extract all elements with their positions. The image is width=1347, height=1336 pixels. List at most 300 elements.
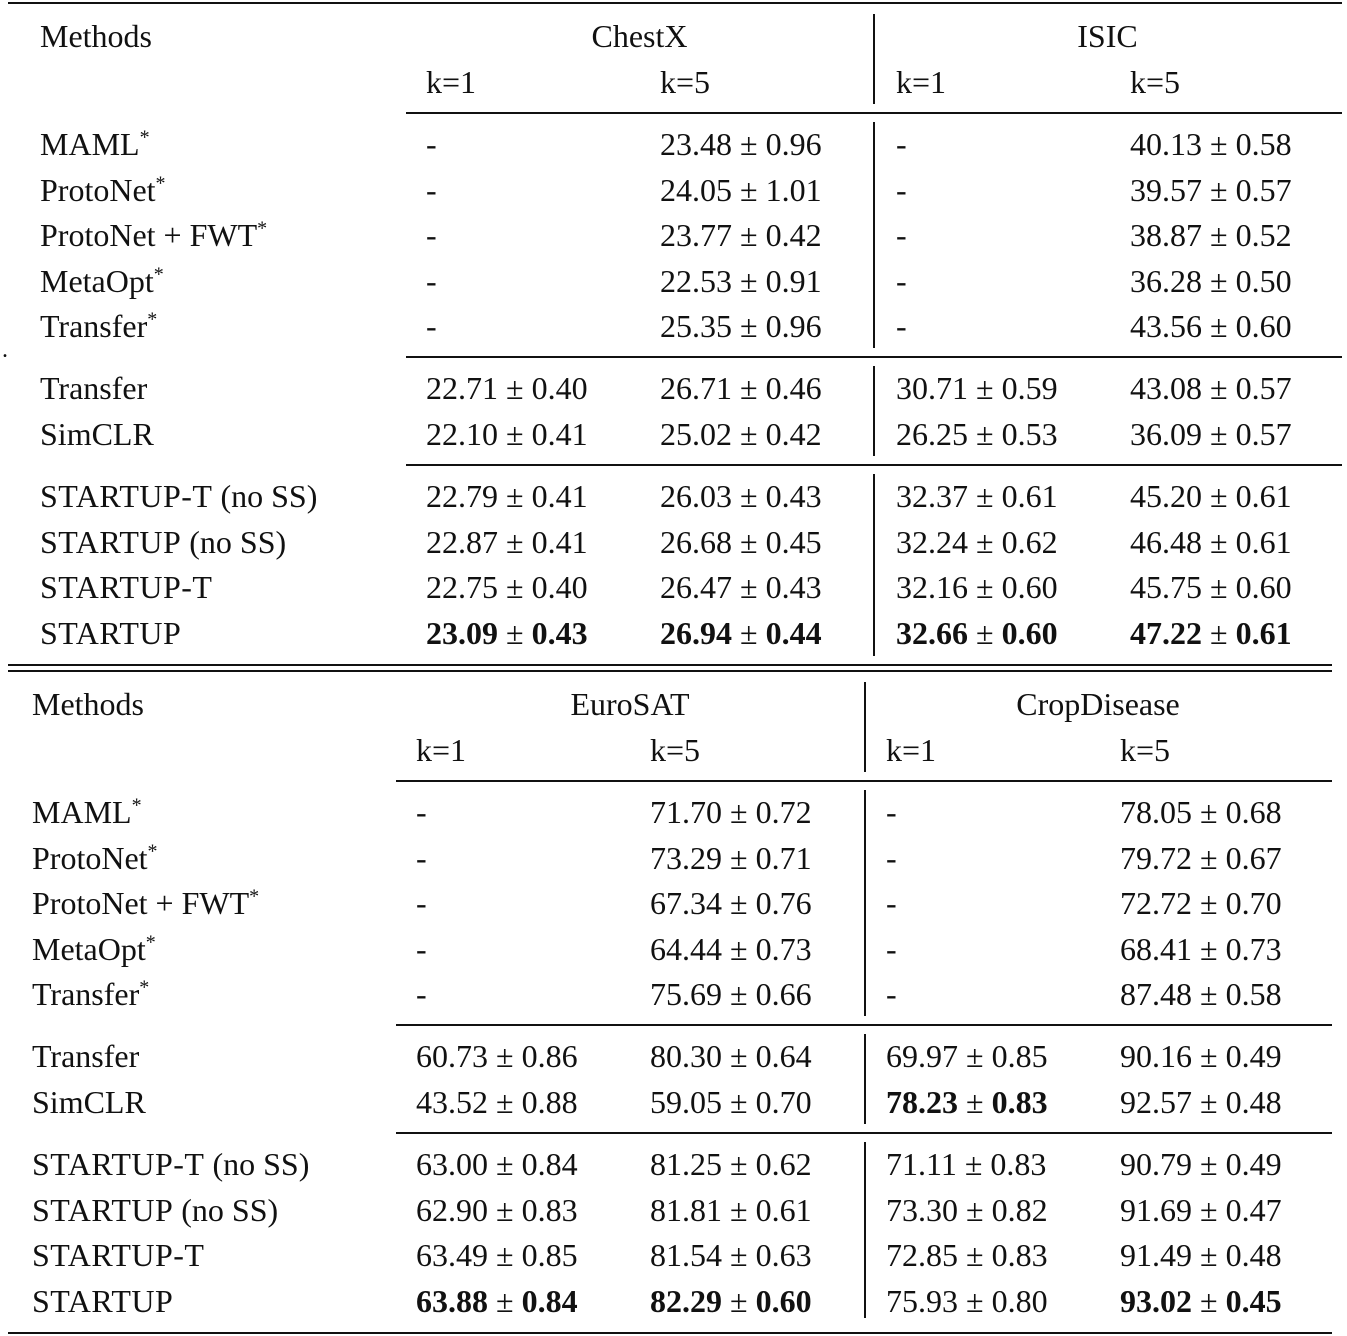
mean-value: 91.49 [1120,1237,1192,1274]
result-cell [1130,567,1292,607]
std-value: 1.01 [765,171,822,208]
std-value: 0.41 [531,478,588,514]
std-value: 0.84 [521,1282,578,1319]
double-rule-upper [8,664,1332,666]
stray-dot: . [2,337,8,363]
result-cell [1130,170,1292,210]
dataset-header: ChestX [591,18,688,54]
plus-minus: ± [488,1038,522,1074]
std-value: 0.68 [1225,794,1282,830]
plus-minus: ± [722,839,756,876]
std-value: 0.73 [1225,930,1282,967]
methods-header: Methods [40,18,152,54]
plus-minus: ± [1192,1146,1226,1182]
std-value: 0.57 [1235,415,1292,452]
result-cell [886,1235,1048,1275]
mean-value: 46.48 [1130,523,1202,560]
dataset-header: CropDisease [1016,686,1180,722]
mean-value: 79.72 [1120,839,1192,876]
mean-value: 23.09 [426,614,498,651]
std-value: 0.91 [765,262,822,299]
plus-minus: ± [1202,478,1236,514]
plus-minus: ± [1202,523,1236,560]
result-cell [416,1036,578,1076]
mean-value: 90.16 [1120,1038,1192,1074]
mean-value: 39.57 [1130,171,1202,208]
mean-value: 82.29 [650,1282,722,1319]
column-divider [873,122,875,348]
std-value: 0.67 [1225,839,1282,876]
result-cell [660,522,822,562]
plus-minus: ± [1202,569,1236,606]
mean-value: 26.47 [660,569,732,606]
k-shot-header: k=1 [426,64,477,100]
star-marker: * [257,217,268,240]
mean-value: 81.54 [650,1237,722,1274]
plus-minus: ± [968,614,1002,651]
plus-minus: ± [722,930,756,967]
star-marker: * [131,794,142,817]
method-name [40,124,150,164]
std-value: 0.88 [521,1083,578,1120]
mean-value: 45.20 [1130,478,1202,514]
std-value: 0.41 [531,415,588,452]
std-value: 0.60 [1235,308,1292,345]
star-marker: * [147,308,158,331]
plus-minus: ± [488,1146,522,1182]
std-value: 0.83 [521,1191,578,1228]
plus-minus: ± [722,1191,756,1228]
std-value: 0.58 [1235,126,1292,162]
method-name [40,476,317,516]
plus-minus: ± [958,1083,992,1120]
plus-minus: ± [722,1083,756,1120]
std-value: 0.59 [1001,370,1058,406]
method-label: STARTUP [32,1191,174,1228]
method-label: STARTUP [32,1282,174,1319]
plus-minus: ± [958,1282,992,1319]
mean-value: 64.44 [650,930,722,967]
plus-minus: ± [732,217,766,254]
method-label: STARTUP-T [40,569,213,606]
std-value: 0.49 [1225,1146,1282,1182]
result-cell [1130,522,1292,562]
result-cell [426,368,588,408]
method-label: Transfer [40,308,148,345]
mean-value: 75.69 [650,976,722,1013]
result-cell [896,613,1058,653]
result-cell [1120,1235,1282,1275]
mean-value: 32.16 [896,569,968,606]
k-shot-header: k=5 [660,64,711,100]
method-suffix: (no SS) [173,1191,279,1228]
std-value: 0.47 [1225,1191,1282,1228]
method-name [40,368,147,408]
result-cell [650,929,812,969]
method-name [32,838,158,878]
header-rule [396,780,1332,782]
mean-value: 91.69 [1120,1191,1192,1228]
std-value: 0.46 [765,370,822,406]
result-cell [426,567,588,607]
result-cell [886,1144,1046,1184]
column-divider [873,366,875,456]
plus-minus: ± [1202,370,1236,406]
mean-value: 67.34 [650,885,722,922]
result-cell [650,1235,812,1275]
mean-value: 26.71 [660,370,732,406]
column-divider [873,474,875,656]
method-label: MetaOpt [40,262,154,299]
method-name [32,974,149,1014]
k-shot-header: k=1 [416,732,467,768]
mean-value: 25.02 [660,415,732,452]
result-cell: - [886,976,897,1013]
mean-value: 72.85 [886,1237,958,1274]
plus-minus: ± [732,370,766,406]
method-label: Transfer [32,1038,140,1074]
plus-minus: ± [722,1282,756,1319]
mean-value: 26.25 [896,415,968,452]
mean-value: 43.56 [1130,308,1202,345]
std-value: 0.44 [765,614,822,651]
result-cell: - [896,126,907,162]
mean-value: 80.30 [650,1038,722,1074]
plus-minus: ± [1192,1038,1226,1074]
result-cell [1120,974,1282,1014]
std-value: 0.42 [765,415,822,452]
plus-minus: ± [968,370,1002,406]
method-label: MetaOpt [32,930,146,967]
std-value: 0.53 [1001,415,1058,452]
result-cell [660,476,822,516]
star-marker: * [145,931,156,954]
plus-minus: ± [732,126,766,162]
column-divider [864,682,866,772]
mean-value: 23.77 [660,217,732,254]
std-value: 0.85 [991,1038,1048,1074]
result-cell: - [416,839,427,876]
dataset-header: EuroSAT [570,686,690,722]
method-name [32,1144,309,1184]
plus-minus: ± [1192,1083,1226,1120]
std-value: 0.72 [755,794,812,830]
std-value: 0.84 [521,1146,578,1182]
group-rule [406,464,1342,466]
result-cell [886,1036,1048,1076]
k-shot-header: k=5 [1130,64,1181,100]
mean-value: 63.49 [416,1237,488,1274]
std-value: 0.41 [531,523,588,560]
method-name [32,792,142,832]
result-cell [650,838,812,878]
result-cell [1130,414,1292,454]
result-cell [1120,1082,1282,1122]
std-value: 0.82 [991,1191,1048,1228]
plus-minus: ± [958,1237,992,1274]
result-cell: - [426,217,437,254]
result-cell [660,567,822,607]
plus-minus: ± [968,523,1002,560]
method-name [40,170,166,210]
method-name [32,1036,139,1076]
method-suffix: (no SS) [181,523,287,560]
result-cell [886,1082,1048,1122]
result-cell: - [426,171,437,208]
plus-minus: ± [732,478,766,514]
result-cell [1130,306,1292,346]
column-divider [873,14,875,104]
result-cell [1130,124,1292,164]
result-cell: - [886,839,897,876]
result-cell [650,1036,812,1076]
plus-minus: ± [722,976,756,1013]
std-value: 0.62 [755,1146,812,1182]
std-value: 0.60 [1235,569,1292,606]
plus-minus: ± [1202,126,1236,162]
plus-minus: ± [732,308,766,345]
result-cell [660,368,822,408]
mean-value: 71.11 [886,1146,957,1182]
result-cell [1120,792,1282,832]
mean-value: 22.71 [426,370,498,406]
std-value: 0.80 [991,1282,1048,1319]
plus-minus: ± [968,569,1002,606]
mean-value: 75.93 [886,1282,958,1319]
mean-value: 45.75 [1130,569,1202,606]
k-shot-header: k=5 [1120,732,1171,768]
plus-minus: ± [488,1191,522,1228]
std-value: 0.57 [1235,171,1292,208]
result-cell: - [896,217,907,254]
result-cell [660,414,822,454]
std-value: 0.63 [755,1237,812,1274]
mean-value: 25.35 [660,308,732,345]
std-value: 0.61 [1235,523,1292,560]
result-cell [1120,883,1282,923]
mean-value: 87.48 [1120,976,1192,1013]
mean-value: 22.79 [426,478,498,514]
mean-value: 32.24 [896,523,968,560]
mean-value: 63.00 [416,1146,488,1182]
top-rule [8,2,1342,4]
plus-minus: ± [498,415,532,452]
result-cell: - [896,171,907,208]
mean-value: 26.68 [660,523,732,560]
result-cell [660,261,822,301]
mean-value: 30.71 [896,370,968,406]
mean-value: 38.87 [1130,217,1202,254]
k-shot-header: k=1 [896,64,947,100]
mean-value: 92.57 [1120,1083,1192,1120]
std-value: 0.43 [765,478,822,514]
result-cell [650,1144,812,1184]
method-label: STARTUP [40,614,182,651]
plus-minus: ± [732,614,766,651]
mean-value: 26.94 [660,614,732,651]
plus-minus: ± [1192,885,1226,922]
result-cell: - [886,930,897,967]
star-marker: * [147,839,158,862]
std-value: 0.61 [755,1191,812,1228]
method-suffix: (no SS) [204,1146,310,1182]
result-cell: - [426,308,437,345]
std-value: 0.61 [1235,614,1292,651]
plus-minus: ± [958,1191,992,1228]
mean-value: 59.05 [650,1083,722,1120]
method-name [32,1235,204,1275]
plus-minus: ± [1192,839,1226,876]
method-name [40,261,164,301]
column-divider [864,1142,866,1318]
mean-value: 26.03 [660,478,732,514]
mean-value: 60.73 [416,1038,488,1074]
group-rule [396,1132,1332,1134]
method-label: ProtoNet [40,171,156,208]
k-shot-header: k=5 [650,732,701,768]
plus-minus: ± [958,1038,992,1074]
result-cell [650,1082,812,1122]
result-cell [1130,261,1292,301]
mean-value: 93.02 [1120,1282,1192,1319]
mean-value: 78.05 [1120,794,1192,830]
mean-value: 36.28 [1130,262,1202,299]
method-label: STARTUP [40,523,182,560]
method-label: SimCLR [40,415,154,452]
std-value: 0.86 [521,1038,578,1074]
method-label: ProtoNet [32,839,148,876]
method-name [40,414,154,454]
methods-header: Methods [32,686,144,722]
std-value: 0.96 [765,308,822,345]
plus-minus: ± [1192,930,1226,967]
std-value: 0.83 [990,1146,1047,1182]
std-value: 0.76 [755,885,812,922]
result-cell [650,883,812,923]
std-value: 0.40 [531,569,588,606]
std-value: 0.60 [1001,569,1058,606]
mean-value: 40.13 [1130,126,1202,162]
method-name [40,613,181,653]
result-cell [416,1190,578,1230]
result-cell: - [886,794,897,830]
result-cell [650,974,812,1014]
result-cell: - [896,308,907,345]
method-label: ProtoNet + FWT [32,885,250,922]
result-cell [660,306,822,346]
std-value: 0.64 [755,1038,812,1074]
method-label: STARTUP-T [40,478,213,514]
method-label: MAML [40,126,140,162]
result-cell [426,613,588,653]
std-value: 0.70 [1225,885,1282,922]
plus-minus: ± [498,523,532,560]
plus-minus: ± [732,569,766,606]
result-cell: - [416,976,427,1013]
mean-value: 73.29 [650,839,722,876]
group-rule [396,1024,1332,1026]
result-cell [1120,929,1282,969]
result-cell [426,522,588,562]
std-value: 0.61 [1235,478,1292,514]
result-cell [1120,838,1282,878]
std-value: 0.70 [755,1083,812,1120]
result-cell [426,414,588,454]
result-cell [650,1190,812,1230]
mean-value: 69.97 [886,1038,958,1074]
std-value: 0.52 [1235,217,1292,254]
result-cell [886,1281,1048,1321]
method-name [40,522,286,562]
std-value: 0.45 [1225,1282,1282,1319]
plus-minus: ± [488,1083,522,1120]
result-cell: - [886,885,897,922]
std-value: 0.83 [991,1237,1048,1274]
plus-minus: ± [1202,415,1236,452]
plus-minus: ± [1202,217,1236,254]
result-cell [1120,1281,1282,1321]
bottom-rule [8,1332,1332,1334]
plus-minus: ± [488,1282,522,1319]
result-cell [416,1144,578,1184]
plus-minus: ± [1192,794,1226,830]
mean-value: 90.79 [1120,1146,1192,1182]
std-value: 0.85 [521,1237,578,1274]
result-cell [660,613,822,653]
std-value: 0.48 [1225,1083,1282,1120]
mean-value: 43.52 [416,1083,488,1120]
plus-minus: ± [488,1237,522,1274]
mean-value: 22.53 [660,262,732,299]
result-cell: - [896,262,907,299]
mean-value: 68.41 [1120,930,1192,967]
plus-minus: ± [732,523,766,560]
plus-minus: ± [1192,1282,1226,1319]
plus-minus: ± [722,1038,756,1074]
plus-minus: ± [968,478,1002,514]
plus-minus: ± [1202,262,1236,299]
method-name [32,929,156,969]
result-cell [660,215,822,255]
std-value: 0.42 [765,217,822,254]
plus-minus: ± [722,1146,756,1182]
method-suffix: (no SS) [212,478,318,514]
method-name [40,306,157,346]
mean-value: 47.22 [1130,614,1202,651]
mean-value: 78.23 [886,1083,958,1120]
plus-minus: ± [1202,171,1236,208]
column-divider [864,790,866,1016]
mean-value: 73.30 [886,1191,958,1228]
std-value: 0.60 [755,1282,812,1319]
mean-value: 24.05 [660,171,732,208]
method-label: MAML [32,794,132,830]
std-value: 0.40 [531,370,588,406]
k-shot-header: k=1 [886,732,937,768]
method-name [32,1190,278,1230]
header-rule [406,112,1342,114]
method-label: ProtoNet + FWT [40,217,258,254]
plus-minus: ± [498,569,532,606]
method-label: STARTUP-T [32,1146,205,1182]
std-value: 0.61 [1001,478,1058,514]
result-cell: - [416,794,427,830]
result-cell [896,567,1058,607]
result-cell: - [416,930,427,967]
std-value: 0.57 [1235,370,1292,406]
std-value: 0.45 [765,523,822,560]
result-cell [1130,613,1292,653]
